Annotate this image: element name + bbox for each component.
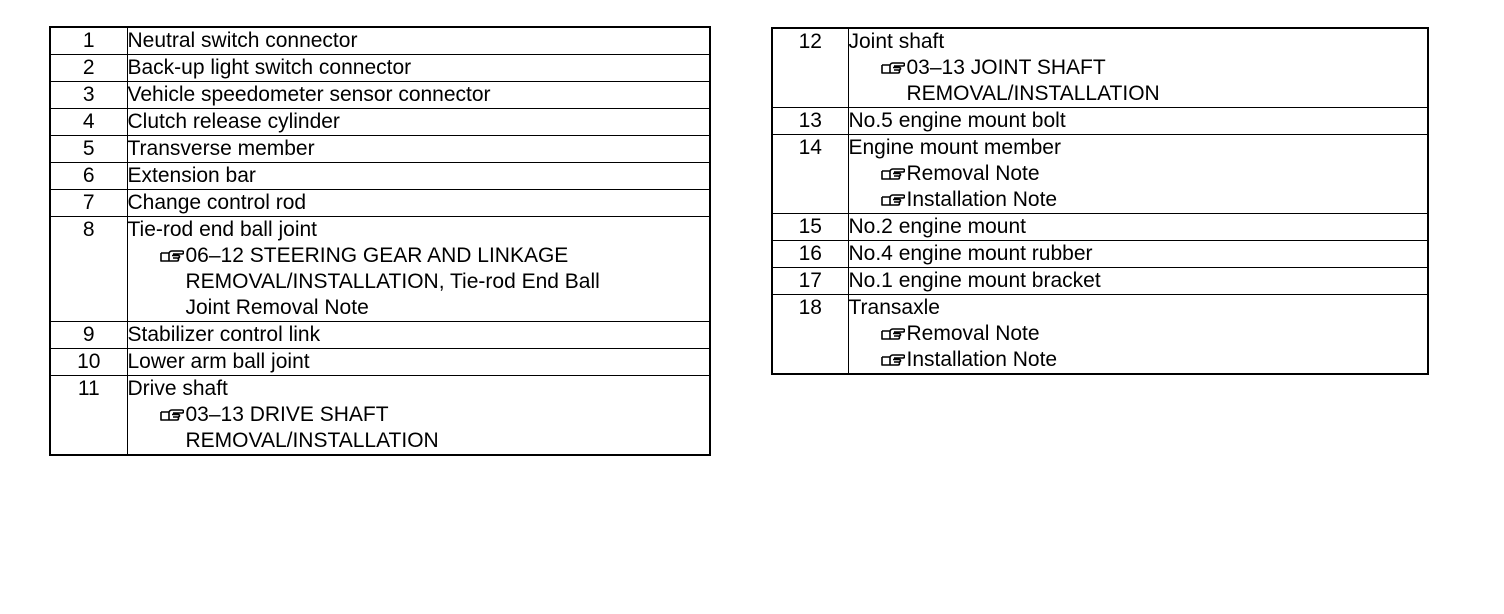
item-description-cell bbox=[127, 136, 710, 163]
item-description-cell bbox=[848, 295, 1428, 375]
reference-text: 03–13 JOINT SHAFT REMOVAL/INSTALLATION bbox=[906, 56, 1160, 105]
reference-text: Installation Note bbox=[906, 188, 1058, 211]
table-row bbox=[50, 322, 710, 349]
item-name: No.2 engine mount bbox=[848, 215, 1026, 238]
parts-table-left bbox=[49, 26, 711, 456]
table-row bbox=[50, 82, 710, 109]
item-name: No.4 engine mount rubber bbox=[848, 242, 1093, 265]
table-row bbox=[772, 295, 1428, 375]
item-description-cell bbox=[848, 135, 1428, 214]
reference-text: Removal Note bbox=[906, 162, 1040, 185]
hand-pointer-icon bbox=[881, 187, 907, 213]
item-number: 18 bbox=[772, 295, 848, 375]
item-number: 2 bbox=[50, 55, 127, 82]
reference-text: Removal Note bbox=[906, 322, 1040, 345]
reference-link[interactable] bbox=[881, 347, 1428, 373]
item-number: 15 bbox=[772, 214, 848, 241]
hand-pointer-icon bbox=[881, 347, 907, 373]
item-name: Tie-rod end ball joint bbox=[127, 218, 317, 241]
item-description-cell bbox=[127, 322, 710, 349]
item-name: Transverse member bbox=[127, 137, 315, 160]
table-row bbox=[50, 109, 710, 136]
hand-pointer-icon bbox=[160, 243, 186, 269]
reference-link[interactable] bbox=[881, 55, 1428, 107]
reference-link[interactable] bbox=[881, 321, 1428, 347]
parts-table-right bbox=[771, 27, 1429, 375]
item-name: Vehicle speedometer sensor connector bbox=[127, 83, 491, 106]
reference-link[interactable] bbox=[881, 187, 1428, 213]
item-description-cell bbox=[127, 376, 710, 456]
item-name: Drive shaft bbox=[127, 377, 228, 400]
item-number: 5 bbox=[50, 136, 127, 163]
item-description-cell bbox=[848, 108, 1428, 135]
item-number: 8 bbox=[50, 217, 127, 322]
table-row bbox=[50, 163, 710, 190]
item-number: 6 bbox=[50, 163, 127, 190]
table-row bbox=[772, 108, 1428, 135]
table-row bbox=[50, 349, 710, 376]
reference-text: Installation Note bbox=[906, 348, 1058, 371]
item-name: Stabilizer control link bbox=[127, 323, 321, 346]
item-number: 1 bbox=[50, 27, 127, 55]
item-name: Change control rod bbox=[127, 191, 307, 214]
table-row bbox=[50, 55, 710, 82]
item-description-cell bbox=[127, 217, 710, 322]
hand-pointer-icon bbox=[160, 402, 186, 428]
item-description-cell bbox=[848, 268, 1428, 295]
item-name: Neutral switch connector bbox=[127, 29, 358, 52]
item-description-cell bbox=[848, 28, 1428, 108]
reference-text: 06–12 STEERING GEAR AND LINKAGE REMOVAL/INSTALLATION, Tie-rod End Ball Joint Removal Note bbox=[185, 244, 600, 319]
item-number: 7 bbox=[50, 190, 127, 217]
item-name: Transaxle bbox=[848, 296, 940, 319]
item-name: Back-up light switch connector bbox=[127, 56, 412, 79]
item-description-cell bbox=[127, 349, 710, 376]
table-row bbox=[50, 217, 710, 322]
item-name: Clutch release cylinder bbox=[127, 110, 340, 133]
item-name: Joint shaft bbox=[848, 30, 945, 53]
table-row bbox=[772, 268, 1428, 295]
item-number: 16 bbox=[772, 241, 848, 268]
reference-link[interactable] bbox=[160, 402, 710, 454]
item-number: 4 bbox=[50, 109, 127, 136]
item-name: Lower arm ball joint bbox=[127, 350, 310, 373]
item-name: Engine mount member bbox=[848, 136, 1061, 159]
item-number: 3 bbox=[50, 82, 127, 109]
hand-pointer-icon bbox=[881, 55, 907, 81]
item-name: Extension bar bbox=[127, 164, 256, 187]
item-description-cell bbox=[848, 241, 1428, 268]
item-description-cell bbox=[127, 82, 710, 109]
item-number: 12 bbox=[772, 28, 848, 108]
item-number: 11 bbox=[50, 376, 127, 456]
table-row bbox=[772, 241, 1428, 268]
item-number: 9 bbox=[50, 322, 127, 349]
table-row bbox=[772, 28, 1428, 108]
table-row bbox=[772, 135, 1428, 214]
reference-link[interactable] bbox=[881, 161, 1428, 187]
item-description-cell bbox=[127, 109, 710, 136]
item-description-cell bbox=[848, 214, 1428, 241]
item-description-cell bbox=[127, 190, 710, 217]
item-description-cell bbox=[127, 27, 710, 55]
item-name: No.1 engine mount bracket bbox=[848, 269, 1101, 292]
reference-link[interactable] bbox=[160, 243, 710, 321]
item-name: No.5 engine mount bolt bbox=[848, 109, 1066, 132]
table-row bbox=[772, 214, 1428, 241]
item-number: 17 bbox=[772, 268, 848, 295]
hand-pointer-icon bbox=[881, 161, 907, 187]
item-number: 14 bbox=[772, 135, 848, 214]
table-row bbox=[50, 136, 710, 163]
item-description-cell bbox=[127, 55, 710, 82]
hand-pointer-icon bbox=[881, 321, 907, 347]
table-row bbox=[50, 376, 710, 456]
item-number: 10 bbox=[50, 349, 127, 376]
item-description-cell bbox=[127, 163, 710, 190]
table-row bbox=[50, 27, 710, 55]
table-row bbox=[50, 190, 710, 217]
item-number: 13 bbox=[772, 108, 848, 135]
reference-text: 03–13 DRIVE SHAFT REMOVAL/INSTALLATION bbox=[185, 403, 439, 452]
